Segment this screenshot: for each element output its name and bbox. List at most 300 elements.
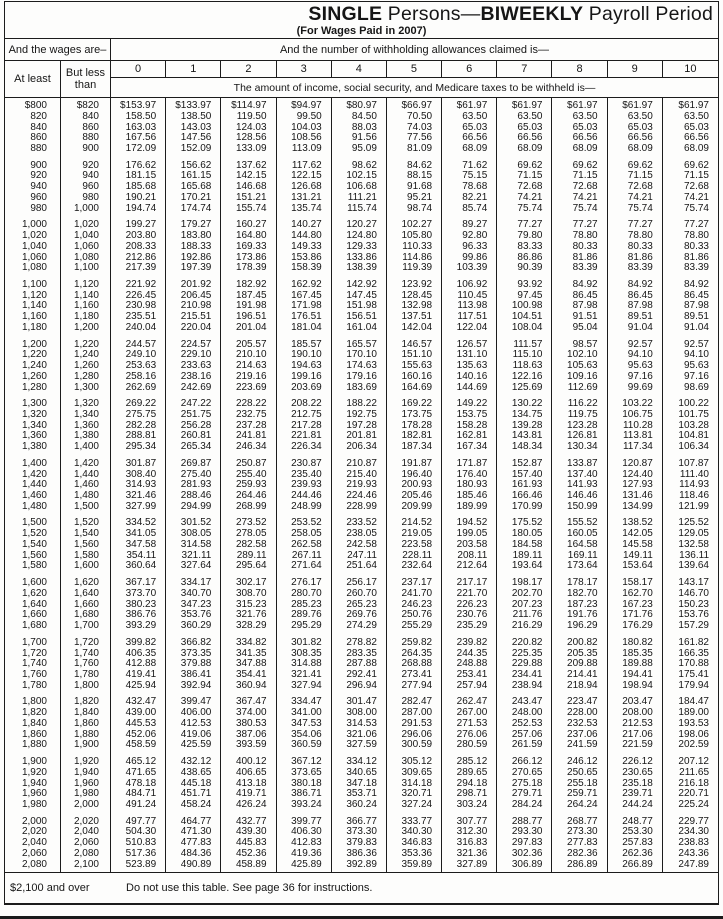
allowance-col-header: 0 (111, 61, 166, 77)
withholding-amount-cell: 173.75 (387, 410, 442, 421)
withholding-amount-cell: 314.58 (166, 540, 221, 551)
withholding-amount-cell: 248.00 (497, 708, 552, 719)
title-area (5, 2, 718, 39)
withholding-amount-cell: 113.98 (442, 301, 497, 312)
withholding-amount-cell: 130.22 (497, 399, 552, 410)
wage-cell: 1,560 (5, 551, 61, 562)
withholding-amount-cell: 228.99 (332, 502, 387, 513)
withholding-amount-cell: 129.05 (678, 529, 709, 540)
withholding-amount-cell: 93.92 (497, 280, 552, 291)
withholding-amount-cell: 147.45 (332, 291, 387, 302)
withholding-amount-cell: 203.58 (442, 540, 497, 551)
wage-cell: $800 (5, 101, 61, 112)
spacer-cell (5, 870, 61, 872)
withholding-amount-cell: 419.06 (166, 730, 221, 741)
withholding-amount-cell: 267.00 (442, 708, 497, 719)
wage-cell: 2,060 (61, 838, 111, 849)
withholding-amount-cell: 241.70 (387, 589, 442, 600)
withholding-amount-cell: 209.99 (387, 502, 442, 513)
withholding-amount-cell: 120.27 (332, 220, 387, 231)
withholding-amount-cell: 219.16 (221, 372, 276, 383)
withholding-amount-cell: 157.29 (678, 621, 709, 632)
table-row (5, 161, 718, 172)
withholding-amount-cell: 149.33 (277, 242, 332, 253)
withholding-amount-cell: 110.45 (442, 291, 497, 302)
wage-cell: 960 (5, 193, 61, 204)
withholding-amount-cell: 131.21 (277, 193, 332, 204)
table-row (5, 280, 718, 291)
withholding-amount-cell: 126.81 (552, 431, 607, 442)
table-row (5, 410, 718, 421)
withholding-amount-cell: 419.36 (277, 849, 332, 860)
spacer-cell (663, 870, 718, 872)
withholding-amount-cell: 295.29 (277, 621, 332, 632)
withholding-amount-cell: 278.82 (332, 638, 387, 649)
wage-cell: 1,480 (5, 502, 61, 513)
withholding-amount-cell: 155.52 (552, 518, 607, 529)
withholding-amount-cell: 334.52 (111, 518, 166, 529)
withholding-amount-cell: 224.46 (332, 491, 387, 502)
withholding-amount-cell: 111.40 (679, 469, 709, 480)
withholding-amount-cell: 432.77 (221, 817, 276, 828)
spacer-cell (166, 870, 221, 872)
withholding-amount-cell: 253.30 (608, 827, 663, 838)
withholding-amount-cell: 89.27 (442, 220, 497, 231)
withholding-amount-cell: 217.06 (608, 730, 663, 741)
withholding-amount-cell: 124.03 (221, 123, 276, 134)
withholding-amount-cell: 63.50 (683, 111, 709, 122)
withholding-amount-cell: 176.62 (111, 161, 166, 172)
withholding-amount-cell: 167.34 (442, 442, 497, 453)
withholding-amount-cell: 212.75 (277, 410, 332, 421)
wage-cell: 1,360 (5, 431, 61, 442)
spacer-cell (61, 870, 111, 872)
spacer-cell (608, 870, 663, 872)
withholding-amount-cell: 127.93 (608, 480, 663, 491)
withholding-amount-cell: 117.34 (608, 442, 663, 453)
withholding-amount-cell: 253.63 (111, 361, 166, 372)
title-single: SINGLE (308, 3, 383, 25)
withholding-amount-cell: 151.10 (387, 350, 442, 361)
withholding-amount-cell: 170.10 (332, 350, 387, 361)
withholding-amount-cell: 86.45 (683, 290, 709, 301)
withholding-amount-cell: 129.33 (332, 242, 387, 253)
withholding-amount-cell: 63.50 (442, 112, 497, 123)
table-row (5, 589, 718, 600)
withholding-amount-cell: 228.22 (221, 399, 276, 410)
wage-cell: 1,840 (5, 719, 61, 730)
withholding-amount-cell: 293.30 (497, 827, 552, 838)
withholding-amount-cell: 98.69 (683, 382, 709, 393)
withholding-amount-cell: 334.12 (332, 757, 387, 768)
withholding-amount-cell: 373.35 (166, 649, 221, 660)
withholding-amount-cell: 122.04 (442, 323, 497, 334)
withholding-amount-cell: 210.10 (221, 350, 276, 361)
withholding-amount-cell: 87.98 (608, 301, 663, 312)
withholding-amount-cell: 406.65 (221, 768, 276, 779)
withholding-amount-cell: 249.10 (111, 350, 166, 361)
wage-cell: 1,020 (61, 220, 111, 231)
withholding-amount-cell: 85.74 (442, 204, 497, 215)
wage-cell: 1,580 (61, 551, 111, 562)
withholding-amount-cell: 406.00 (166, 708, 221, 719)
withholding-amount-cell: 219.93 (332, 480, 387, 491)
withholding-amount-cell: 234.41 (497, 670, 552, 681)
wage-cell: 1,160 (61, 301, 111, 312)
withholding-amount-cell: 226.23 (442, 600, 497, 611)
table-row (5, 491, 718, 502)
table-row (5, 383, 718, 394)
table-row (5, 529, 718, 540)
withholding-amount-cell: 286.89 (552, 860, 607, 871)
withholding-amount-cell: 284.24 (497, 800, 552, 811)
withholding-amount-cell: 187.45 (221, 291, 276, 302)
withholding-amount-cell: 188.33 (166, 242, 221, 253)
wage-cell: 980 (5, 204, 61, 215)
withholding-amount-cell: 248.77 (608, 817, 663, 828)
wage-cell: 1,620 (61, 578, 111, 589)
withholding-amount-cell: 137.51 (387, 312, 442, 323)
wage-cell: 1,500 (61, 502, 111, 513)
table-row (5, 263, 718, 274)
withholding-amount-cell: 142.05 (608, 529, 663, 540)
withholding-amount-cell: 297.83 (497, 838, 552, 849)
wage-cell: 1,400 (5, 459, 61, 470)
wage-cell: 1,200 (5, 340, 61, 351)
wage-cell: 1,000 (5, 220, 61, 231)
wage-cell: 1,040 (5, 242, 61, 253)
withholding-amount-cell: 119.50 (221, 112, 276, 123)
table-row (5, 730, 718, 741)
wage-cell: 1,340 (5, 421, 61, 432)
withholding-amount-cell: 71.15 (497, 171, 552, 182)
withholding-amount-cell: 63.50 (497, 112, 552, 123)
withholding-amount-cell: 84.50 (332, 112, 387, 123)
withholding-amount-cell: 306.89 (497, 860, 552, 871)
withholding-amount-cell: $61.97 (552, 101, 607, 112)
withholding-amount-cell: 217.39 (111, 263, 166, 274)
table-row (5, 502, 718, 513)
table-row (5, 800, 718, 811)
withholding-amount-cell: 295.64 (221, 561, 276, 572)
withholding-amount-cell: 517.36 (111, 849, 166, 860)
withholding-amount-cell: 199.05 (442, 529, 497, 540)
withholding-amount-cell: 169.33 (221, 242, 276, 253)
withholding-amount-cell: 373.65 (277, 768, 332, 779)
table-row (5, 204, 718, 215)
withholding-amount-cell: 386.41 (166, 670, 221, 681)
withholding-amount-cell: 393.29 (111, 621, 166, 632)
wage-cell: 1,740 (5, 659, 61, 670)
wage-cell: 1,580 (5, 561, 61, 572)
withholding-amount-cell: 143.81 (497, 431, 552, 442)
withholding-amount-cell: 380.53 (221, 719, 276, 730)
withholding-amount-cell: 197.28 (332, 421, 387, 432)
withholding-amount-cell: 412.83 (277, 838, 332, 849)
withholding-amount-cell: 201.92 (166, 280, 221, 291)
withholding-amount-cell: $114.97 (221, 101, 276, 112)
withholding-amount-cell: 308.70 (221, 589, 276, 600)
withholding-amount-cell: 380.18 (277, 779, 332, 790)
withholding-amount-cell: 83.39 (683, 263, 709, 274)
withholding-amount-cell: 142.15 (221, 171, 276, 182)
withholding-amount-cell: 171.87 (442, 459, 497, 470)
withholding-amount-cell: 237.06 (552, 730, 607, 741)
withholding-amount-cell: 235.40 (277, 470, 332, 481)
withholding-amount-cell: 289.65 (442, 768, 497, 779)
withholding-amount-cell: 314.93 (111, 480, 166, 491)
withholding-amount-cell: 256.28 (166, 421, 221, 432)
withholding-amount-cell: 264.46 (221, 491, 276, 502)
withholding-amount-cell: 221.59 (608, 740, 663, 751)
withholding-amount-cell: 153.64 (608, 561, 663, 572)
withholding-amount-cell: 175.52 (497, 518, 552, 529)
withholding-amount-cell: 137.40 (552, 470, 607, 481)
withholding-amount-cell: 321.46 (111, 491, 166, 502)
withholding-amount-cell: 199.27 (111, 220, 166, 231)
wage-cell: 2,020 (61, 817, 111, 828)
spacer-cell (497, 870, 552, 872)
withholding-amount-cell: 185.35 (608, 649, 663, 660)
withholding-amount-cell: 327.59 (332, 740, 387, 751)
withholding-amount-cell: 103.28 (678, 420, 709, 431)
withholding-amount-cell: 347.18 (332, 779, 387, 790)
withholding-amount-cell: 248.88 (442, 659, 497, 670)
table-row (5, 768, 718, 779)
withholding-amount-cell: 198.17 (497, 578, 552, 589)
withholding-amount-cell: 74.03 (387, 123, 442, 134)
withholding-amount-cell: 426.24 (221, 800, 276, 811)
withholding-amount-cell: 205.35 (552, 649, 607, 660)
withholding-amount-cell: 77.27 (608, 220, 663, 231)
withholding-amount-cell: 140.16 (442, 372, 497, 383)
withholding-amount-cell: 354.11 (111, 551, 166, 562)
withholding-amount-cell: 197.39 (166, 263, 221, 274)
withholding-amount-cell: 217.17 (442, 578, 497, 589)
withholding-amount-cell: 229.77 (678, 816, 709, 827)
withholding-amount-cell: 289.11 (221, 551, 276, 562)
withholding-amount-cell: 193.53 (678, 718, 709, 729)
withholding-amount-cell: 72.68 (608, 182, 663, 193)
withholding-amount-cell: 274.29 (332, 621, 387, 632)
withholding-amount-cell: 77.27 (552, 220, 607, 231)
withholding-amount-cell: 367.17 (111, 578, 166, 589)
withholding-amount-cell: 301.82 (277, 638, 332, 649)
withholding-amount-cell: 139.64 (678, 561, 709, 572)
withholding-amount-cell: 161.15 (166, 171, 221, 182)
wage-cell: 920 (5, 171, 61, 182)
withholding-amount-cell: 99.69 (608, 383, 663, 394)
withholding-amount-cell: 68.09 (683, 144, 709, 154)
spacer-cell (387, 870, 442, 872)
withholding-amount-cell: 84.92 (552, 280, 607, 291)
withholding-amount-cell: 309.65 (387, 768, 442, 779)
withholding-amount-cell: 334.17 (166, 578, 221, 589)
withholding-amount-cell: 126.57 (442, 340, 497, 351)
wage-cell: 1,960 (5, 789, 61, 800)
withholding-amount-cell: 273.41 (387, 670, 442, 681)
withholding-amount-cell: 75.15 (442, 171, 497, 182)
withholding-amount-cell: 106.75 (608, 410, 663, 421)
wage-cell: 2,100 (61, 860, 111, 871)
table-row (5, 697, 718, 708)
withholding-amount-cell: 282.36 (552, 849, 607, 860)
withholding-amount-cell: 327.24 (387, 800, 442, 811)
withholding-amount-cell: 162.81 (442, 431, 497, 442)
withholding-amount-cell: 302.17 (221, 578, 276, 589)
withholding-amount-cell: 203.69 (277, 383, 332, 394)
withholding-amount-cell: 425.59 (166, 740, 221, 751)
withholding-amount-cell: 267.11 (277, 551, 332, 562)
withholding-amount-cell: 196.51 (221, 312, 276, 323)
withholding-amount-cell: 106.92 (442, 280, 497, 291)
wage-cell: 1,680 (61, 610, 111, 621)
withholding-amount-cell: 406.35 (111, 649, 166, 660)
withholding-amount-cell: 256.17 (332, 578, 387, 589)
withholding-amount-cell: 82.21 (442, 193, 497, 204)
withholding-amount-cell: 250.87 (221, 459, 276, 470)
withholding-amount-cell: 366.82 (166, 638, 221, 649)
withholding-amount-cell: $153.97 (111, 101, 166, 112)
withholding-amount-cell: 106.34 (678, 442, 709, 453)
withholding-amount-cell: 320.71 (387, 789, 442, 800)
withholding-amount-cell: 161.93 (497, 480, 552, 491)
withholding-amount-cell: 171.76 (608, 610, 663, 621)
withholding-amount-cell: 298.71 (442, 789, 497, 800)
wage-cell: 2,000 (5, 817, 61, 828)
withholding-amount-cell: 445.18 (166, 779, 221, 790)
withholding-amount-cell: 205.57 (221, 340, 276, 351)
withholding-amount-cell: 282.47 (387, 697, 442, 708)
withholding-amount-cell: 244.24 (608, 800, 663, 811)
withholding-amount-cell: 224.57 (166, 340, 221, 351)
wage-cell: 880 (5, 144, 61, 155)
wage-cell: 2,000 (61, 800, 111, 811)
withholding-amount-cell: 114.93 (679, 480, 709, 491)
withholding-amount-cell: 169.22 (387, 399, 442, 410)
withholding-amount-cell: 190.10 (277, 350, 332, 361)
withholding-amount-cell: 237.28 (221, 421, 276, 432)
withholding-amount-cell: 393.24 (277, 800, 332, 811)
wage-cell: 1,520 (5, 529, 61, 540)
withholding-amount-cell: 179.16 (332, 372, 387, 383)
withholding-amount-cell: 221.81 (277, 431, 332, 442)
withholding-amount-cell: 146.46 (552, 491, 607, 502)
wage-cell: 1,200 (61, 323, 111, 334)
withholding-amount-cell: 133.09 (221, 144, 276, 155)
withholding-amount-cell: 196.40 (387, 470, 442, 481)
withholding-amount-cell: 301.47 (332, 697, 387, 708)
withholding-amount-cell: 314.18 (387, 779, 442, 790)
withholding-amount-cell: 138.50 (166, 112, 221, 123)
wage-cell: 1,240 (61, 350, 111, 361)
withholding-amount-cell: 74.21 (552, 193, 607, 204)
withholding-amount-cell: 65.03 (497, 123, 552, 134)
withholding-amount-cell: 209.88 (552, 659, 607, 670)
spacer-cell (277, 870, 332, 872)
withholding-amount-cell: 205.46 (387, 491, 442, 502)
wage-cell: 1,440 (61, 470, 111, 481)
wage-cell: 2,020 (5, 827, 61, 838)
withholding-amount-cell: 101.75 (678, 409, 709, 420)
withholding-amount-cell: 103.39 (442, 263, 497, 274)
withholding-amount-cell: 215.51 (166, 312, 221, 323)
withholding-amount-cell: 257.94 (442, 681, 497, 692)
withholding-amount-cell: 374.00 (221, 708, 276, 719)
withholding-amount-cell: 115.74 (332, 204, 387, 215)
withholding-amount-cell: 292.41 (332, 670, 387, 681)
wage-cell: 1,360 (61, 421, 111, 432)
withholding-amount-cell: 91.56 (332, 133, 387, 144)
allowance-col-header: 8 (552, 61, 607, 77)
withholding-amount-cell: 229.88 (497, 659, 552, 670)
withholding-amount-cell: 158.17 (608, 578, 663, 589)
withholding-amount-cell: 78.80 (683, 231, 709, 242)
wage-cell: 1,340 (61, 410, 111, 421)
withholding-amount-cell: 226.45 (111, 291, 166, 302)
wage-cell: 1,940 (61, 768, 111, 779)
withholding-amount-cell: 155.63 (387, 361, 442, 372)
withholding-amount-cell: 400.12 (221, 757, 276, 768)
withholding-amount-cell: 226.12 (608, 757, 663, 768)
withholding-amount-cell: 279.71 (497, 789, 552, 800)
withholding-amount-cell: 72.68 (552, 182, 607, 193)
withholding-amount-cell: 523.89 (111, 860, 166, 871)
withholding-amount-cell: 238.16 (166, 372, 221, 383)
wage-cell: 1,520 (61, 518, 111, 529)
wage-cell: 1,500 (5, 518, 61, 529)
table-row (5, 779, 718, 790)
withholding-amount-cell: 77.27 (683, 220, 709, 231)
withholding-amount-cell: 118.63 (497, 361, 552, 372)
wage-cell: 860 (61, 123, 111, 134)
withholding-amount-cell: 132.58 (678, 539, 709, 550)
withholding-amount-cell: 81.86 (608, 253, 663, 264)
withholding-amount-cell: 165.57 (332, 340, 387, 351)
at-least-header: At least (5, 61, 61, 97)
withholding-amount-cell: 182.81 (387, 431, 442, 442)
withholding-amount-cell: 150.23 (678, 599, 709, 610)
withholding-amount-cell: 399.82 (111, 638, 166, 649)
withholding-amount-cell: 187.34 (387, 442, 442, 453)
table-row (5, 242, 718, 253)
withholding-amount-cell: 189.99 (442, 502, 497, 513)
wage-cell: 1,540 (61, 529, 111, 540)
withholding-amount-cell: 294.18 (442, 779, 497, 790)
withholding-amount-cell: 353.36 (387, 849, 442, 860)
withholding-amount-cell: 81.86 (683, 252, 709, 263)
withholding-amount-cell: 144.69 (442, 383, 497, 394)
withholding-amount-cell: 327.94 (277, 681, 332, 692)
withholding-amount-cell: 230.76 (442, 610, 497, 621)
withholding-amount-cell: 303.24 (442, 800, 497, 811)
withholding-amount-cell: 171.98 (277, 301, 332, 312)
withholding-amount-cell: 281.93 (166, 480, 221, 491)
wage-cell: 1,380 (5, 442, 61, 453)
withholding-amount-cell: 137.62 (221, 161, 276, 172)
wage-cell: 1,920 (61, 757, 111, 768)
withholding-amount-cell: 134.75 (497, 410, 552, 421)
withholding-amount-cell: 161.04 (332, 323, 387, 334)
withholding-amount-cell: 183.69 (332, 383, 387, 394)
wage-cell: 2,060 (5, 849, 61, 860)
wage-cell: 1,840 (61, 708, 111, 719)
withholding-amount-cell: $133.97 (166, 101, 221, 112)
withholding-amount-cell: 333.77 (387, 817, 442, 828)
withholding-amount-cell: 314.53 (332, 719, 387, 730)
withholding-amount-cell: 210.87 (332, 459, 387, 470)
withholding-amount-cell: 118.46 (679, 491, 709, 502)
